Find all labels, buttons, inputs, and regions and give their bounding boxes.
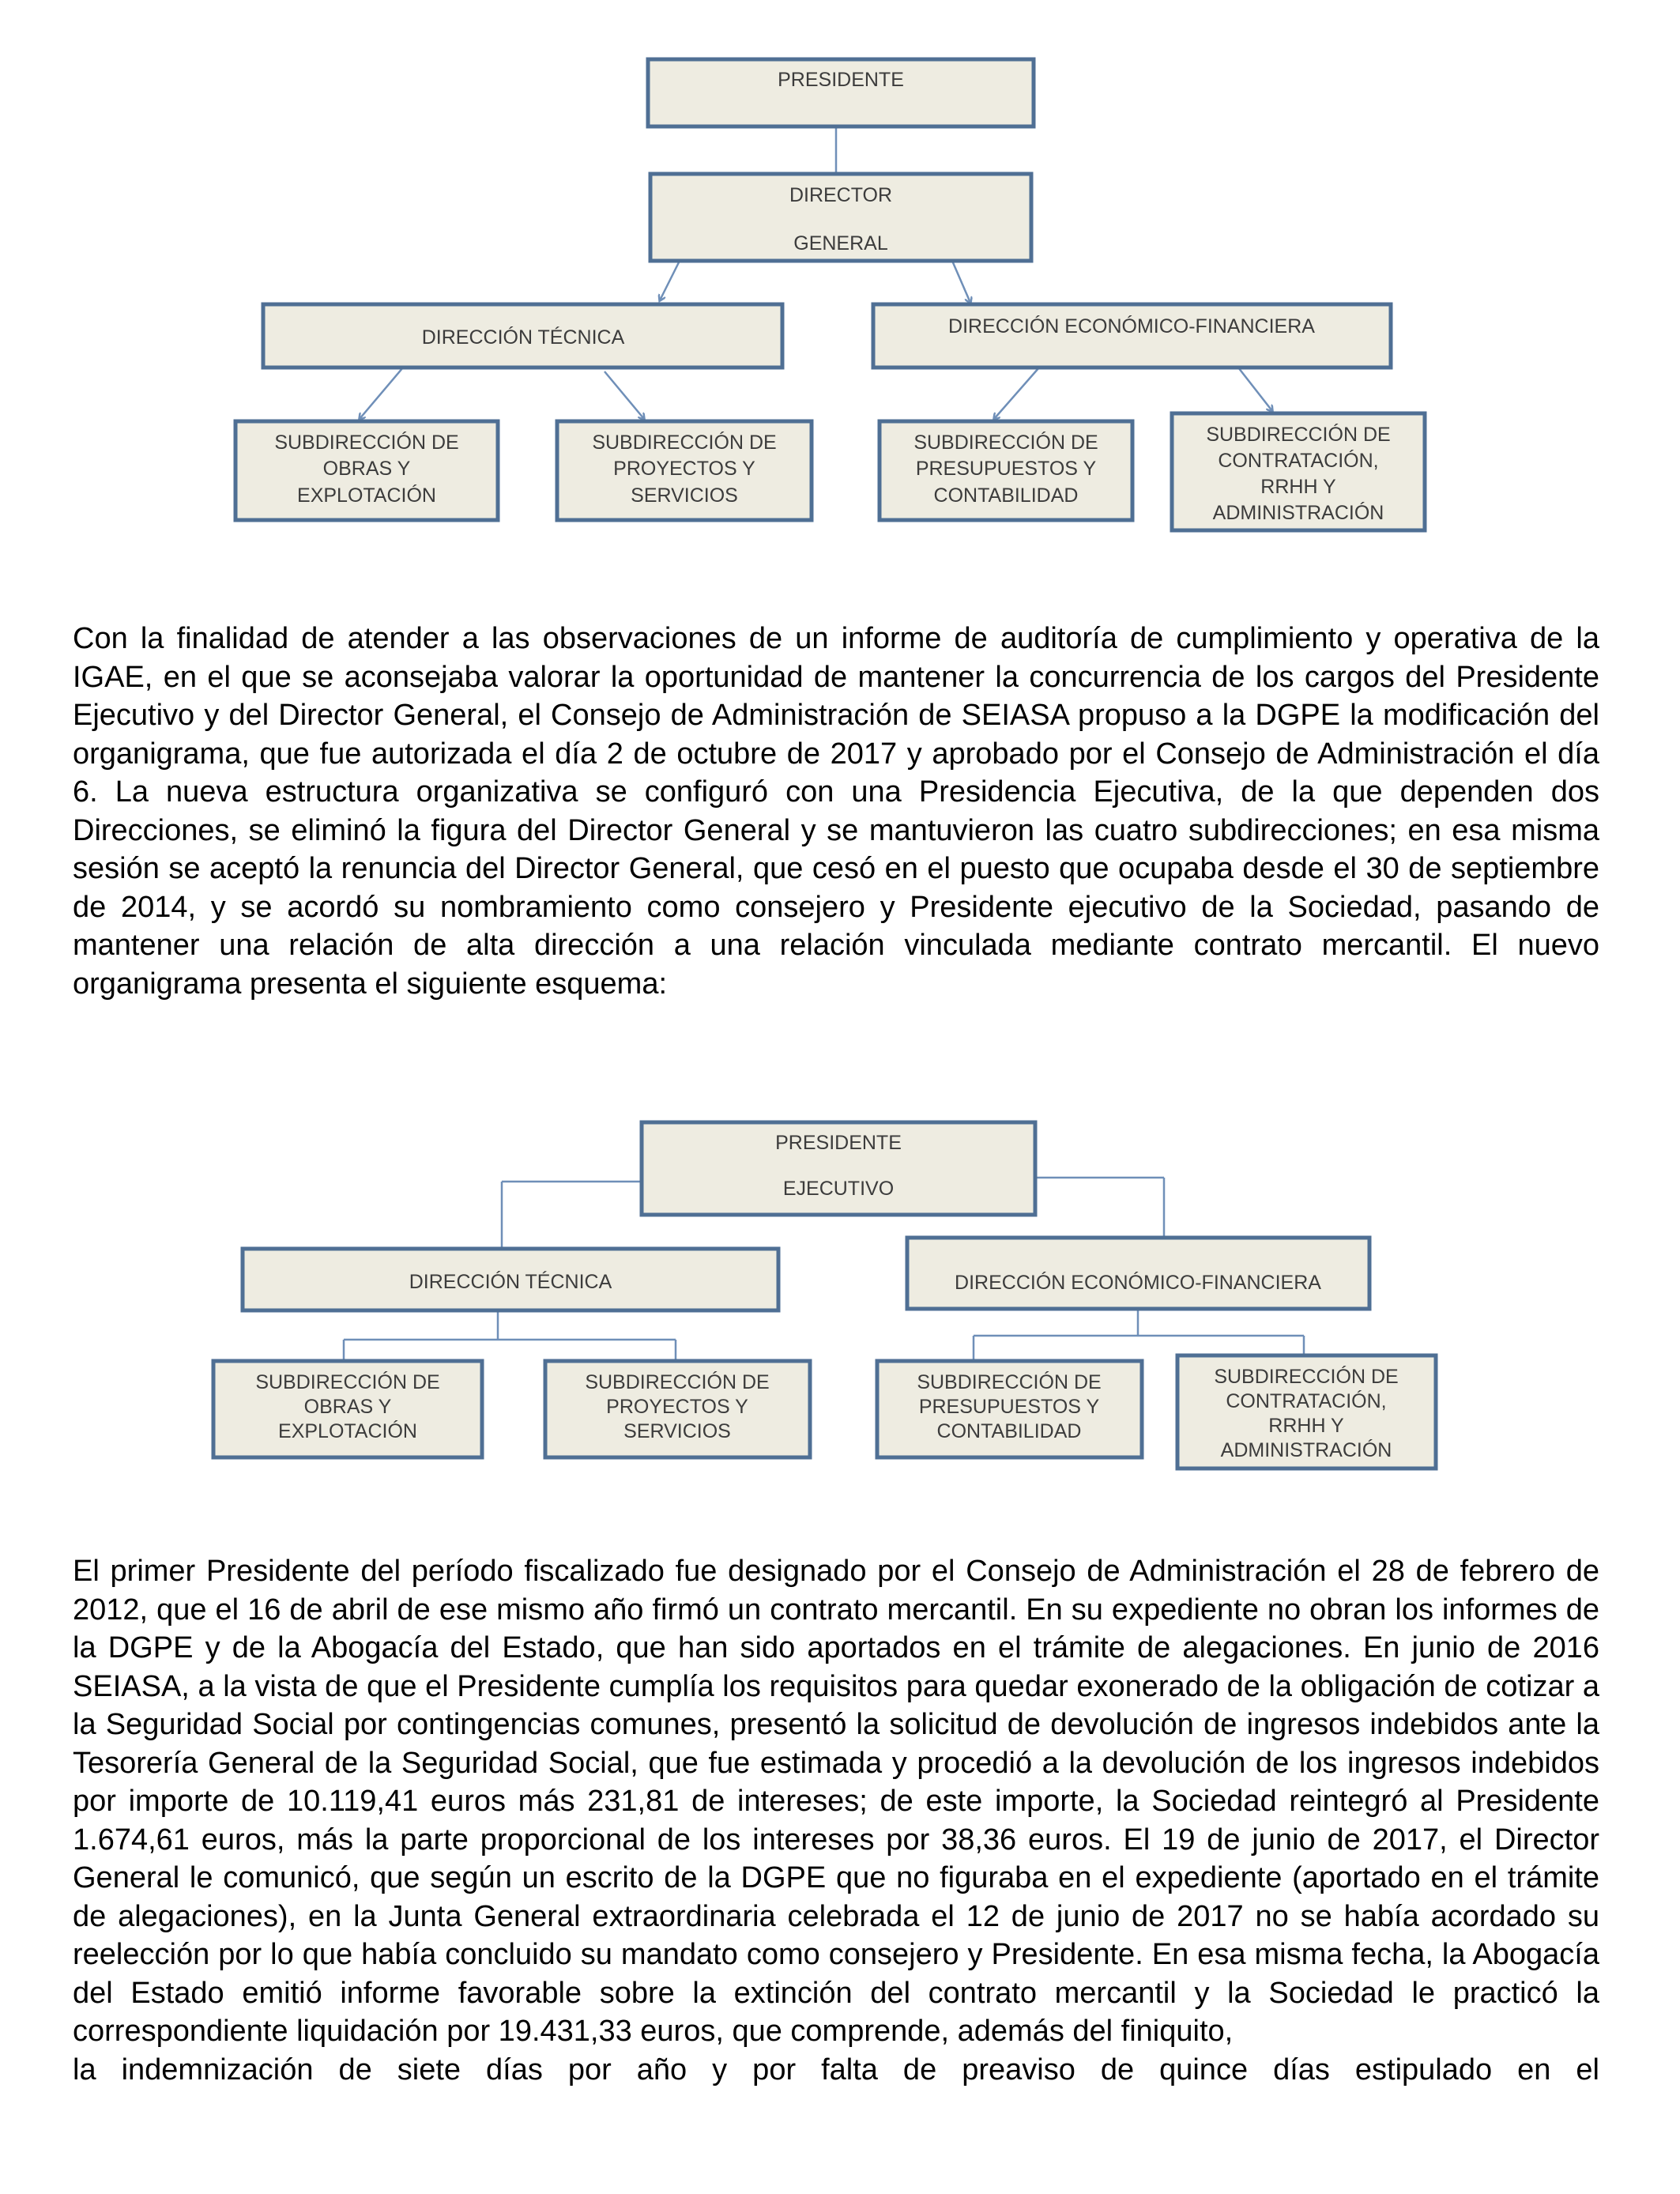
box-subdireccion-proyectos	[557, 421, 812, 520]
svg-text:CONTABILIDAD: CONTABILIDAD	[936, 1420, 1082, 1442]
svg-text:CONTRATACIÓN,: CONTRATACIÓN,	[1226, 1390, 1387, 1412]
svg-text:SUBDIRECCIÓN DE: SUBDIRECCIÓN DE	[274, 432, 459, 454]
svg-text:SUBDIRECCIÓN DE: SUBDIRECCIÓN DE	[913, 432, 1098, 454]
connector-arrow	[660, 261, 680, 300]
svg-text:DIRECCIÓN TÉCNICA: DIRECCIÓN TÉCNICA	[409, 1271, 612, 1293]
box-direccion-economico-financiera	[907, 1238, 1369, 1309]
svg-text:SERVICIOS: SERVICIOS	[623, 1420, 731, 1442]
box-subdireccion-contratacion	[1172, 413, 1425, 530]
svg-text:EXPLOTACIÓN: EXPLOTACIÓN	[278, 1420, 417, 1442]
svg-text:EXPLOTACIÓN: EXPLOTACIÓN	[297, 484, 436, 507]
svg-text:GENERAL: GENERAL	[793, 232, 888, 254]
svg-text:PRESUPUESTOS Y: PRESUPUESTOS Y	[918, 1396, 1100, 1418]
svg-text:SUBDIRECCIÓN DE: SUBDIRECCIÓN DE	[585, 1371, 770, 1393]
box-presidente-ejecutivo	[642, 1122, 1035, 1215]
svg-text:SERVICIOS: SERVICIOS	[631, 484, 738, 507]
svg-text:OBRAS Y: OBRAS Y	[303, 1396, 392, 1418]
connector-arrow	[360, 368, 403, 419]
svg-text:PRESIDENTE: PRESIDENTE	[775, 1132, 902, 1154]
svg-text:DIRECTOR: DIRECTOR	[789, 184, 893, 206]
box-direccion-economico-financiera	[873, 304, 1391, 368]
paragraph-last-line: la indemnización de siete días por año y por falta de preaviso de quince días estipulado en el	[73, 2053, 1599, 2087]
svg-text:SUBDIRECCIÓN DE: SUBDIRECCIÓN DE	[1214, 1366, 1399, 1388]
svg-text:ADMINISTRACIÓN: ADMINISTRACIÓN	[1212, 502, 1384, 524]
org-chart-new	[0, 1110, 1680, 1482]
svg-text:PROYECTOS Y: PROYECTOS Y	[606, 1396, 748, 1418]
box-director-general	[650, 174, 1031, 261]
paragraph-first-president	[73, 1552, 1599, 2089]
box-direccion-tecnica	[243, 1249, 778, 1310]
paragraph-organigram-change: Con la finalidad de atender a las observaciones de un informe de auditoría de cumplimiento y operativa de la IGAE, en el que se aconsejaba valorar la oportunidad de mantener la concurrencia de los cargos del Presidente Ejecutivo y del Director General, el Consejo de Administración de SEIASA propuso a la DGPE la modificación del organigrama, que fue autorizada el día 2 de octubre de 2017 y aprobado por el Consejo de Administración el día 6. La nueva estructura organizativa se configuró con una Presidencia Ejecutiva, de la que dependen dos Direcciones, se eliminó la figura del Director General y se mantuvieron las cuatro subdirecciones; en esa misma sesión se aceptó la renuncia del Director General, que cesó en el puesto que ocupaba desde el 30 de septiembre de 2014, y se acordó su nombramiento como consejero y Presidente ejecutivo de la Sociedad, pasando de mantener una relación de alta dirección a una relación vinculada mediante contrato mercantil. El nuevo organigrama presenta el siguiente esquema:	[73, 622, 1599, 1001]
svg-text:SUBDIRECCIÓN DE: SUBDIRECCIÓN DE	[592, 432, 777, 454]
svg-text:DIRECCIÓN TÉCNICA: DIRECCIÓN TÉCNICA	[421, 326, 625, 349]
box-subdireccion-proyectos	[545, 1361, 810, 1457]
connector-arrow	[605, 371, 644, 419]
connector-arrow	[1238, 368, 1272, 411]
svg-text:CONTABILIDAD: CONTABILIDAD	[933, 484, 1079, 507]
box-subdireccion-obras	[213, 1361, 482, 1457]
svg-text:OBRAS Y: OBRAS Y	[322, 458, 411, 480]
svg-text:RRHH Y: RRHH Y	[1268, 1415, 1344, 1437]
box-subdireccion-contratacion	[1177, 1355, 1436, 1468]
svg-text:SUBDIRECCIÓN DE: SUBDIRECCIÓN DE	[917, 1371, 1102, 1393]
svg-text:DIRECCIÓN ECONÓMICO-FINANCIERA: DIRECCIÓN ECONÓMICO-FINANCIERA	[948, 315, 1315, 337]
svg-text:PRESIDENTE: PRESIDENTE	[778, 69, 904, 91]
svg-text:PROYECTOS Y: PROYECTOS Y	[613, 458, 755, 480]
connector-arrow	[994, 368, 1039, 419]
box-presidente	[648, 59, 1034, 126]
box-direccion-tecnica	[263, 304, 782, 368]
box-subdireccion-presupuestos	[877, 1361, 1142, 1457]
box-subdireccion-presupuestos	[880, 421, 1132, 520]
box-subdireccion-obras	[235, 421, 498, 520]
svg-text:SUBDIRECCIÓN DE: SUBDIRECCIÓN DE	[255, 1371, 440, 1393]
svg-text:EJECUTIVO: EJECUTIVO	[782, 1178, 895, 1200]
svg-text:RRHH Y: RRHH Y	[1260, 476, 1336, 498]
connector-arrow	[952, 261, 970, 303]
org-chart-original	[0, 47, 1680, 545]
svg-text:SUBDIRECCIÓN DE: SUBDIRECCIÓN DE	[1206, 424, 1391, 446]
svg-text:DIRECCIÓN ECONÓMICO-FINANCIERA: DIRECCIÓN ECONÓMICO-FINANCIERA	[955, 1272, 1321, 1294]
svg-text:PRESUPUESTOS Y: PRESUPUESTOS Y	[915, 458, 1097, 480]
paragraph-body: El primer Presidente del período fiscalizado fue designado por el Consejo de Administración el 28 de febrero de 2012, que el 16 de abril de ese mismo año firmó un contrato mercantil. En su expediente no obran los informes de la DGPE y de la Abogacía del Estado, que han sido aportados en el trámite de alegaciones. En junio de 2016 SEIASA, a la vista de que el Presidente cumplía los requisitos para quedar exonerado de la obligación de cotizar a la Seguridad Social por contingencias comunes, presentó la solicitud de devolución de ingresos indebidos ante la Tesorería General de la Seguridad Social, que fue estimada y procedió a la devolución de los ingresos indebidos por importe de 10.119,41 euros más 231,81 de intereses; de este importe, la Sociedad reintegró al Presidente 1.674,61 euros, más la parte proporcional de los intereses por 38,36 euros. El 19 de junio de 2017, el Director General le comunicó, que según un escrito de la DGPE que no figuraba en el expediente (aportado en el trámite de alegaciones), en la Junta General extraordinaria celebrada el 12 de junio de 2017 no se había acordado su reelección por lo que había concluido su mandato como consejero y Presidente. En esa misma fecha, la Abogacía del Estado emitió informe favorable sobre la extinción del contrato mercantil y la Sociedad le practicó la correspondiente liquidación por 19.431,33 euros, que comprende, además del finiquito,	[73, 1555, 1599, 2048]
svg-text:CONTRATACIÓN,: CONTRATACIÓN,	[1218, 450, 1379, 472]
svg-text:ADMINISTRACIÓN: ADMINISTRACIÓN	[1220, 1439, 1392, 1461]
